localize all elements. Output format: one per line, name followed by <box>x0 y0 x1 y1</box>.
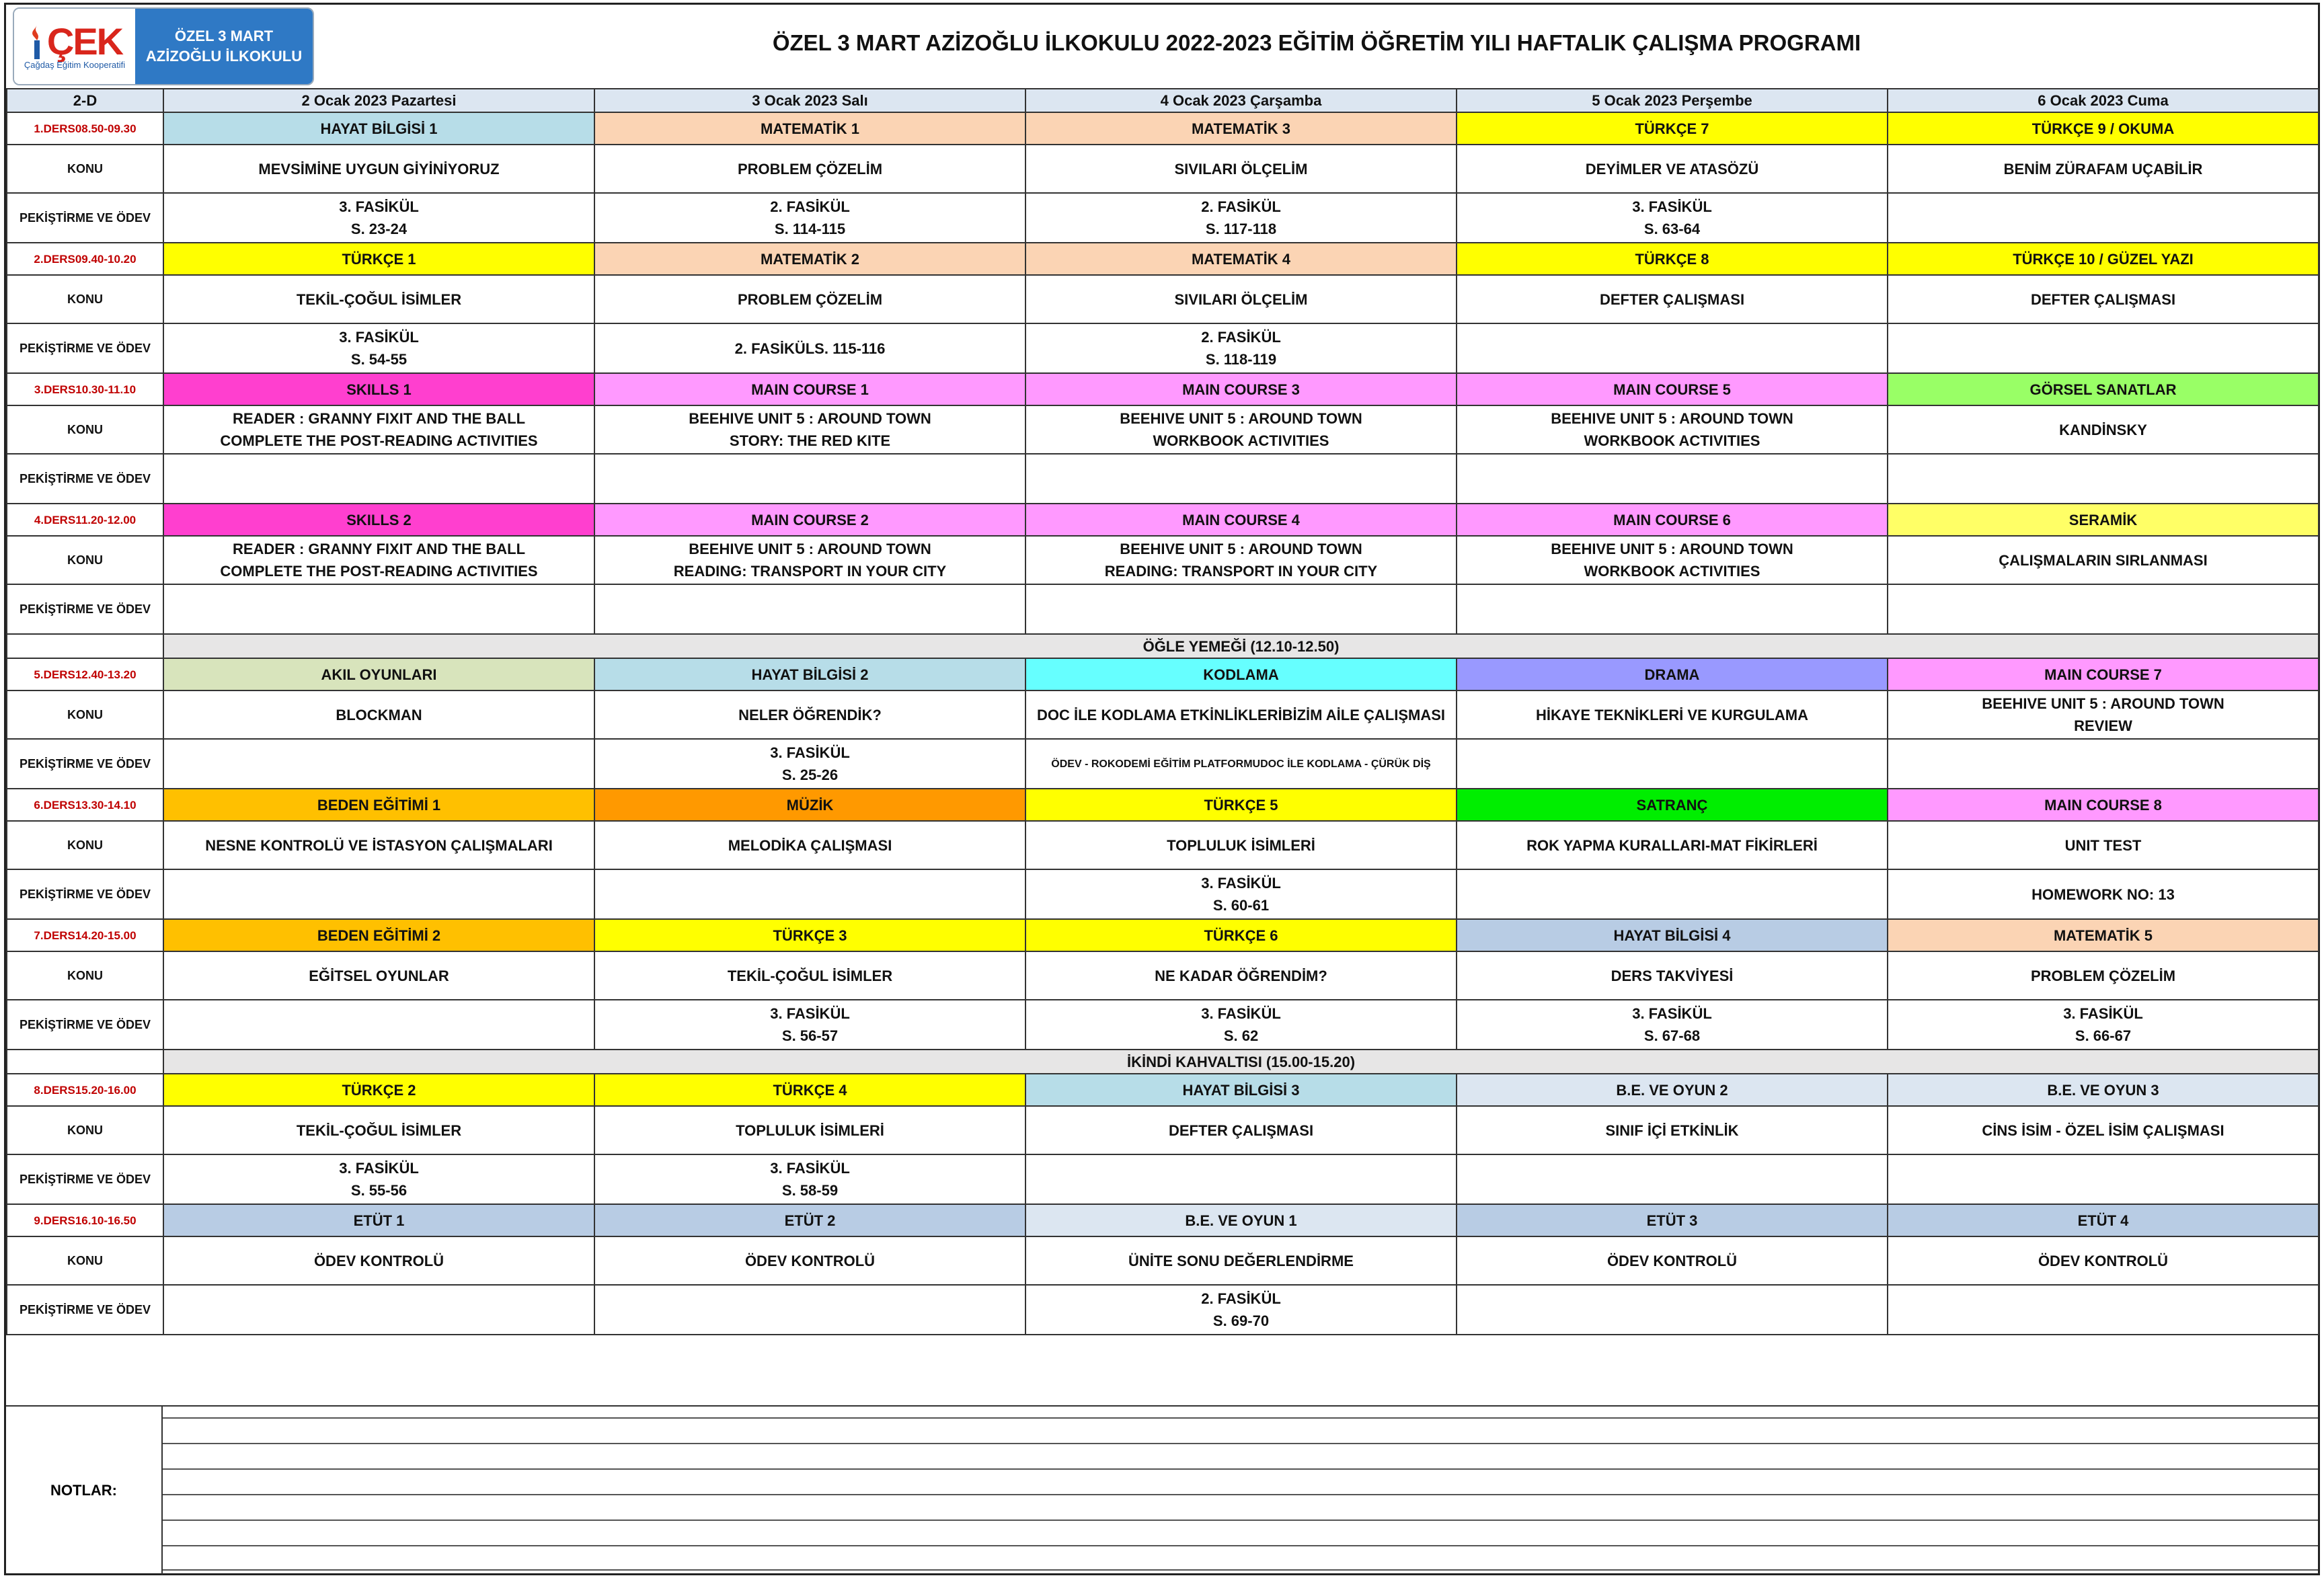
homework-cell <box>1888 1154 2319 1204</box>
topic-cell: NESNE KONTROLÜ VE İSTASYON ÇALIŞMALARI <box>163 821 594 869</box>
notes-section <box>6 1405 2318 1575</box>
homework-cell <box>1025 1154 1457 1204</box>
note-line[interactable] <box>163 1468 2318 1494</box>
topic-cell: HİKAYE TEKNİKLERİ VE KURGULAMA <box>1457 691 1888 739</box>
subject-cell: MAIN COURSE 7 <box>1888 658 2319 691</box>
topic-row <box>7 1236 2319 1285</box>
subject-cell: B.E. VE OYUN 2 <box>1457 1074 1888 1106</box>
period-label: 9.DERS16.10-16.50 <box>7 1204 163 1236</box>
subject-cell: SKILLS 2 <box>163 504 594 536</box>
subject-cell: TÜRKÇE 6 <box>1025 919 1457 951</box>
topic-cell: BEEHIVE UNIT 5 : AROUND TOWN READING: TRANSPORT IN YOUR CITY <box>594 536 1025 584</box>
subject-cell: ETÜT 2 <box>594 1204 1025 1236</box>
homework-label: PEKİŞTİRME VE ÖDEV <box>7 739 163 789</box>
homework-label: PEKİŞTİRME VE ÖDEV <box>7 323 163 373</box>
topic-cell: PROBLEM ÇÖZELİM <box>594 275 1025 323</box>
homework-cell <box>1888 1285 2319 1335</box>
subject-cell: MATEMATİK 5 <box>1888 919 2319 951</box>
topic-cell: NE KADAR ÖĞRENDİM? <box>1025 951 1457 1000</box>
topic-cell: BENİM ZÜRAFAM UÇABİLİR <box>1888 145 2319 193</box>
schedule-sheet <box>4 3 2320 1575</box>
homework-cell <box>1888 193 2319 243</box>
homework-label: PEKİŞTİRME VE ÖDEV <box>7 193 163 243</box>
topic-cell: KANDİNSKY <box>1888 405 2319 454</box>
topic-cell: BEEHIVE UNIT 5 : AROUND TOWN READING: TRANSPORT IN YOUR CITY <box>1025 536 1457 584</box>
homework-cell: 3. FASİKÜL S. 62 <box>1025 1000 1457 1050</box>
topic-row <box>7 691 2319 739</box>
topic-cell: ÖDEV KONTROLÜ <box>1457 1236 1888 1285</box>
topic-label: KONU <box>7 275 163 323</box>
note-line[interactable] <box>163 1520 2318 1545</box>
topic-cell: DEFTER ÇALIŞMASI <box>1888 275 2319 323</box>
subject-cell: BEDEN EĞİTİMİ 2 <box>163 919 594 951</box>
homework-cell: 2. FASİKÜLS. 115-116 <box>594 323 1025 373</box>
day-header: 2 Ocak 2023 Pazartesi <box>163 89 594 112</box>
topic-cell: TEKİL-ÇOĞUL İSİMLER <box>163 275 594 323</box>
topic-cell: BEEHIVE UNIT 5 : AROUND TOWN WORKBOOK ACTIVITIES <box>1457 405 1888 454</box>
topic-cell: BEEHIVE UNIT 5 : AROUND TOWN REVIEW <box>1888 691 2319 739</box>
homework-cell: 2. FASİKÜL S. 114-115 <box>594 193 1025 243</box>
topic-cell: SIVILARI ÖLÇELİM <box>1025 275 1457 323</box>
subject-cell: ETÜT 4 <box>1888 1204 2319 1236</box>
subject-cell: HAYAT BİLGİSİ 2 <box>594 658 1025 691</box>
subject-cell: MATEMATİK 3 <box>1025 112 1457 145</box>
homework-cell <box>594 584 1025 634</box>
homework-cell <box>1888 323 2319 373</box>
homework-cell <box>163 454 594 504</box>
topic-label: KONU <box>7 691 163 739</box>
topic-cell: DERS TAKVİYESİ <box>1457 951 1888 1000</box>
topic-row <box>7 536 2319 584</box>
homework-cell: 2. FASİKÜL S. 117-118 <box>1025 193 1457 243</box>
topic-cell: READER : GRANNY FIXIT AND THE BALL COMPLETE THE POST-READING ACTIVITIES <box>163 405 594 454</box>
topic-cell: ÇALIŞMALARIN SIRLANMASI <box>1888 536 2319 584</box>
homework-cell: 2. FASİKÜL S. 69-70 <box>1025 1285 1457 1335</box>
homework-cell <box>163 1000 594 1050</box>
subject-cell: SERAMİK <box>1888 504 2319 536</box>
subject-cell: GÖRSEL SANATLAR <box>1888 373 2319 405</box>
homework-cell <box>163 1285 594 1335</box>
topic-cell: SIVILARI ÖLÇELİM <box>1025 145 1457 193</box>
homework-cell <box>594 454 1025 504</box>
homework-cell: 2. FASİKÜL S. 118-119 <box>1025 323 1457 373</box>
homework-cell <box>1888 739 2319 789</box>
period-row <box>7 1074 2319 1106</box>
topic-cell: DEYİMLER VE ATASÖZÜ <box>1457 145 1888 193</box>
topic-row <box>7 275 2319 323</box>
subject-cell: B.E. VE OYUN 1 <box>1025 1204 1457 1236</box>
break-row-spacer <box>7 634 163 658</box>
period-label: 2.DERS09.40-10.20 <box>7 243 163 275</box>
homework-cell: 3. FASİKÜL S. 56-57 <box>594 1000 1025 1050</box>
subject-cell: MATEMATİK 1 <box>594 112 1025 145</box>
subject-cell: MATEMATİK 4 <box>1025 243 1457 275</box>
topic-cell: TEKİL-ÇOĞUL İSİMLER <box>163 1106 594 1154</box>
homework-cell <box>1888 454 2319 504</box>
topic-row <box>7 145 2319 193</box>
logo-tagline: Çağdaş Eğitim Kooperatifi <box>24 60 126 70</box>
topic-cell: BLOCKMAN <box>163 691 594 739</box>
subject-cell: HAYAT BİLGİSİ 4 <box>1457 919 1888 951</box>
homework-cell <box>594 869 1025 919</box>
topic-label: KONU <box>7 145 163 193</box>
subject-cell: KODLAMA <box>1025 658 1457 691</box>
period-row <box>7 658 2319 691</box>
homework-cell <box>1457 323 1888 373</box>
topic-cell: ÖDEV KONTROLÜ <box>1888 1236 2319 1285</box>
topic-row <box>7 951 2319 1000</box>
subject-cell: MAIN COURSE 1 <box>594 373 1025 405</box>
homework-row <box>7 739 2319 789</box>
homework-label: PEKİŞTİRME VE ÖDEV <box>7 1000 163 1050</box>
subject-cell: ETÜT 1 <box>163 1204 594 1236</box>
subject-cell: MATEMATİK 2 <box>594 243 1025 275</box>
homework-cell <box>1457 869 1888 919</box>
homework-cell <box>1457 1154 1888 1204</box>
topic-cell: ROK YAPMA KURALLARI-MAT FİKİRLERİ <box>1457 821 1888 869</box>
subject-cell: MAIN COURSE 5 <box>1457 373 1888 405</box>
subject-cell: AKIL OYUNLARI <box>163 658 594 691</box>
subject-cell: MAIN COURSE 2 <box>594 504 1025 536</box>
homework-row <box>7 1285 2319 1335</box>
topic-cell: BEEHIVE UNIT 5 : AROUND TOWN STORY: THE RED KITE <box>594 405 1025 454</box>
topic-cell: TOPLULUK İSİMLERİ <box>594 1106 1025 1154</box>
subject-cell: MAIN COURSE 6 <box>1457 504 1888 536</box>
homework-row <box>7 454 2319 504</box>
homework-cell: 3. FASİKÜL S. 23-24 <box>163 193 594 243</box>
weekly-schedule-table <box>6 88 2319 1335</box>
homework-row <box>7 584 2319 634</box>
topic-cell: READER : GRANNY FIXIT AND THE BALL COMPLETE THE POST-READING ACTIVITIES <box>163 536 594 584</box>
subject-cell: SATRANÇ <box>1457 789 1888 821</box>
break-row <box>7 1050 2319 1074</box>
school-name-badge <box>135 9 313 84</box>
notes-lines <box>163 1417 2318 1571</box>
topic-cell: MELODİKA ÇALIŞMASI <box>594 821 1025 869</box>
subject-cell: TÜRKÇE 5 <box>1025 789 1457 821</box>
topic-cell: NELER ÖĞRENDİK? <box>594 691 1025 739</box>
homework-label: PEKİŞTİRME VE ÖDEV <box>7 584 163 634</box>
note-line[interactable] <box>163 1494 2318 1520</box>
break-row-spacer <box>7 1050 163 1074</box>
subject-cell: MÜZİK <box>594 789 1025 821</box>
day-header: 5 Ocak 2023 Perşembe <box>1457 89 1888 112</box>
subject-cell: HAYAT BİLGİSİ 3 <box>1025 1074 1457 1106</box>
topic-cell: DEFTER ÇALIŞMASI <box>1025 1106 1457 1154</box>
homework-cell <box>594 1285 1025 1335</box>
homework-row <box>7 869 2319 919</box>
homework-cell <box>1025 584 1457 634</box>
topic-cell: ÜNİTE SONU DEĞERLENDİRME <box>1025 1236 1457 1285</box>
period-row <box>7 243 2319 275</box>
homework-cell <box>163 739 594 789</box>
homework-cell <box>163 584 594 634</box>
topic-cell: TOPLULUK İSİMLERİ <box>1025 821 1457 869</box>
homework-cell: 3. FASİKÜL S. 60-61 <box>1025 869 1457 919</box>
subject-cell: DRAMA <box>1457 658 1888 691</box>
subject-cell: B.E. VE OYUN 3 <box>1888 1074 2319 1106</box>
subject-cell: TÜRKÇE 3 <box>594 919 1025 951</box>
topic-cell: PROBLEM ÇÖZELİM <box>1888 951 2319 1000</box>
homework-cell: 3. FASİKÜL S. 58-59 <box>594 1154 1025 1204</box>
topic-label: KONU <box>7 951 163 1000</box>
topic-cell: ÖDEV KONTROLÜ <box>163 1236 594 1285</box>
period-label: 8.DERS15.20-16.00 <box>7 1074 163 1106</box>
period-label: 1.DERS08.50-09.30 <box>7 112 163 145</box>
topic-cell: DOC İLE KODLAMA ETKİNLİKLERİBİZİM AİLE ÇALIŞMASI <box>1025 691 1457 739</box>
topic-cell: BEEHIVE UNIT 5 : AROUND TOWN WORKBOOK ACTIVITIES <box>1025 405 1457 454</box>
page-title: ÖZEL 3 MART AZİZOĞLU İLKOKULU 2022-2023 EĞİTİM ÖĞRETİM YILI HAFTALIK ÇALIŞMA PROGRAMI <box>772 30 1861 55</box>
break-label: İKİNDİ KAHVALTISI (15.00-15.20) <box>163 1050 2319 1074</box>
topic-label: KONU <box>7 1236 163 1285</box>
homework-cell: 3. FASİKÜL S. 66-67 <box>1888 1000 2319 1050</box>
homework-cell <box>1457 584 1888 634</box>
break-row <box>7 634 2319 658</box>
subject-cell: BEDEN EĞİTİMİ 1 <box>163 789 594 821</box>
homework-label: PEKİŞTİRME VE ÖDEV <box>7 1154 163 1204</box>
homework-cell: 3. FASİKÜL S. 63-64 <box>1457 193 1888 243</box>
subject-cell: ETÜT 3 <box>1457 1204 1888 1236</box>
topic-label: KONU <box>7 821 163 869</box>
school-name-line2: AZİZOĞLU İLKOKULU <box>145 48 303 65</box>
homework-cell: 3. FASİKÜL S. 67-68 <box>1457 1000 1888 1050</box>
logo-wordmark: ÇEK <box>46 20 123 63</box>
topic-cell: CİNS İSİM - ÖZEL İSİM ÇALIŞMASI <box>1888 1106 2319 1154</box>
subject-cell: TÜRKÇE 8 <box>1457 243 1888 275</box>
period-row <box>7 919 2319 951</box>
header <box>6 5 2318 88</box>
homework-cell: 3. FASİKÜL S. 25-26 <box>594 739 1025 789</box>
homework-cell: ÖDEV - ROKODEMİ EĞİTİM PLATFORMUDOC İLE KODLAMA - ÇÜRÜK DİŞ <box>1025 739 1457 789</box>
homework-label: PEKİŞTİRME VE ÖDEV <box>7 869 163 919</box>
subject-cell: MAIN COURSE 4 <box>1025 504 1457 536</box>
header-row <box>7 89 2319 112</box>
subject-cell: TÜRKÇE 1 <box>163 243 594 275</box>
homework-cell <box>163 869 594 919</box>
subject-cell: TÜRKÇE 2 <box>163 1074 594 1106</box>
homework-label: PEKİŞTİRME VE ÖDEV <box>7 1285 163 1335</box>
period-row <box>7 373 2319 405</box>
topic-row <box>7 1106 2319 1154</box>
topic-cell: SINIF İÇİ ETKİNLİK <box>1457 1106 1888 1154</box>
topic-label: KONU <box>7 405 163 454</box>
topic-row <box>7 405 2319 454</box>
topic-cell: MEVSİMİNE UYGUN GİYİNİYORUZ <box>163 145 594 193</box>
period-label: 7.DERS14.20-15.00 <box>7 919 163 951</box>
topic-label: KONU <box>7 1106 163 1154</box>
subject-cell: HAYAT BİLGİSİ 1 <box>163 112 594 145</box>
period-row <box>7 1204 2319 1236</box>
school-name-line1: ÖZEL 3 MART <box>174 28 274 44</box>
period-label: 6.DERS13.30-14.10 <box>7 789 163 821</box>
break-label: ÖĞLE YEMEĞİ (12.10-12.50) <box>163 634 2319 658</box>
note-line[interactable] <box>163 1443 2318 1468</box>
topic-label: KONU <box>7 536 163 584</box>
homework-cell <box>1457 739 1888 789</box>
period-label: 4.DERS11.20-12.00 <box>7 504 163 536</box>
topic-cell: EĞİTSEL OYUNLAR <box>163 951 594 1000</box>
topic-cell: TEKİL-ÇOĞUL İSİMLER <box>594 951 1025 1000</box>
homework-cell <box>1457 1285 1888 1335</box>
day-header: 4 Ocak 2023 Çarşamba <box>1025 89 1457 112</box>
homework-row <box>7 193 2319 243</box>
period-row <box>7 789 2319 821</box>
homework-row <box>7 323 2319 373</box>
homework-cell: 3. FASİKÜL S. 55-56 <box>163 1154 594 1204</box>
homework-cell <box>1025 454 1457 504</box>
topic-row <box>7 821 2319 869</box>
homework-label: PEKİŞTİRME VE ÖDEV <box>7 454 163 504</box>
homework-cell <box>1888 584 2319 634</box>
period-label: 3.DERS10.30-11.10 <box>7 373 163 405</box>
note-line[interactable] <box>163 1545 2318 1571</box>
subject-cell: TÜRKÇE 9 / OKUMA <box>1888 112 2319 145</box>
homework-row <box>7 1154 2319 1204</box>
homework-cell: 3. FASİKÜL S. 54-55 <box>163 323 594 373</box>
homework-cell: HOMEWORK NO: 13 <box>1888 869 2319 919</box>
period-label: 5.DERS12.40-13.20 <box>7 658 163 691</box>
torch-icon <box>27 23 47 61</box>
topic-cell: UNIT TEST <box>1888 821 2319 869</box>
school-logo <box>13 7 314 85</box>
topic-cell: ÖDEV KONTROLÜ <box>594 1236 1025 1285</box>
subject-cell: SKILLS 1 <box>163 373 594 405</box>
schedule-body <box>7 112 2319 1335</box>
subject-cell: TÜRKÇE 10 / GÜZEL YAZI <box>1888 243 2319 275</box>
subject-cell: TÜRKÇE 7 <box>1457 112 1888 145</box>
note-line[interactable] <box>163 1417 2318 1443</box>
subject-cell: MAIN COURSE 8 <box>1888 789 2319 821</box>
subject-cell: MAIN COURSE 3 <box>1025 373 1457 405</box>
cek-logo <box>14 9 135 84</box>
homework-row <box>7 1000 2319 1050</box>
notes-label: NOTLAR: <box>6 1407 163 1575</box>
day-header: 3 Ocak 2023 Salı <box>594 89 1025 112</box>
topic-cell: BEEHIVE UNIT 5 : AROUND TOWN WORKBOOK ACTIVITIES <box>1457 536 1888 584</box>
homework-cell <box>1457 454 1888 504</box>
day-header: 6 Ocak 2023 Cuma <box>1888 89 2319 112</box>
period-row <box>7 504 2319 536</box>
topic-cell: DEFTER ÇALIŞMASI <box>1457 275 1888 323</box>
class-header: 2-D <box>7 89 163 112</box>
period-row <box>7 112 2319 145</box>
subject-cell: TÜRKÇE 4 <box>594 1074 1025 1106</box>
topic-cell: PROBLEM ÇÖZELİM <box>594 145 1025 193</box>
